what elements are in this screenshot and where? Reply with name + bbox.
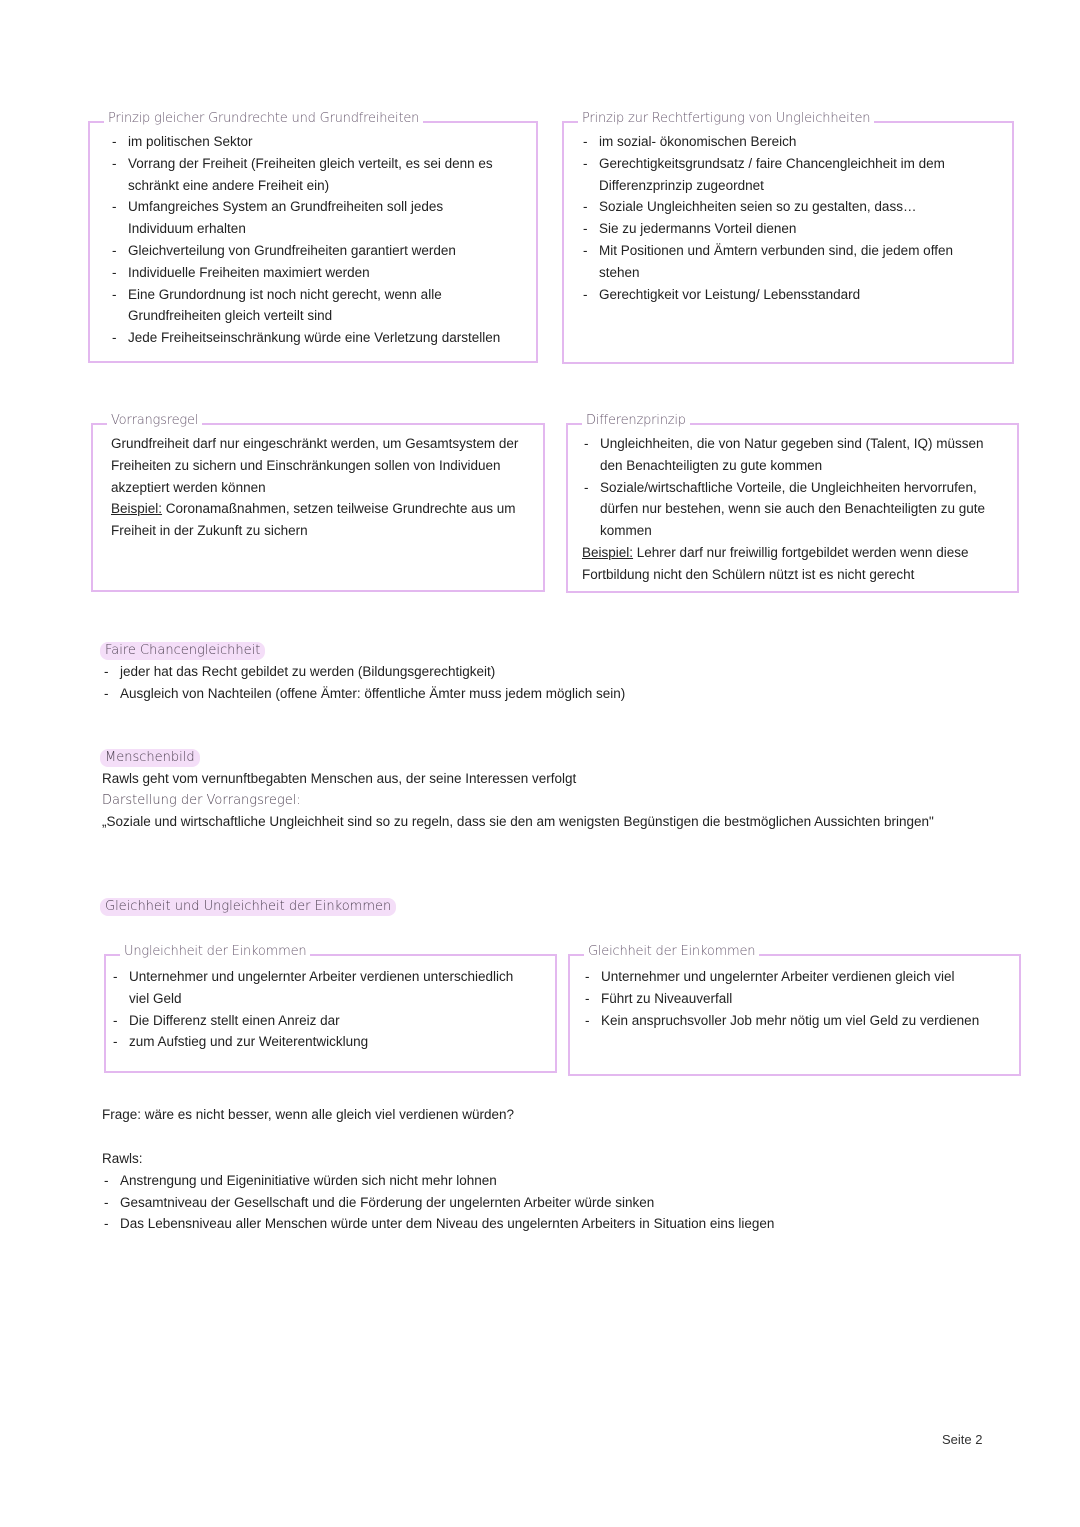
list-item: - Soziale Ungleichheiten seien so zu gestalten, dass… (581, 196, 981, 218)
rawls-list (102, 1170, 902, 1235)
list-item: - Umfangreiches System an Grundfreiheiten soll jedes Individuum erhalten (110, 196, 510, 240)
list-item: - Gesamtniveau der Gesellschaft und die Förderung der ungelernten Arbeiter würde sinken (102, 1192, 902, 1214)
list-item: - im politischen Sektor (110, 131, 510, 153)
list-item: - zum Aufstieg und zur Weiterentwicklung (111, 1031, 531, 1053)
example-text: Lehrer darf nur freiwillig fortgebildet werden wenn diese Fortbildung nicht den Schülern nützt ist es nicht gerecht (582, 544, 969, 582)
chancen-list (102, 661, 862, 705)
section-title: Faire Chancengleichheit (100, 642, 265, 660)
list-item: - Sie zu jedermanns Vorteil dienen (581, 218, 981, 240)
box-ungleichheit-einkommen (104, 944, 557, 1073)
box-title: Vorrangsregel (107, 413, 202, 428)
section-menschenbild (102, 746, 1002, 833)
menschenbild-text: Rawls geht vom vernunftbegabten Menschen aus, der seine Interessen verfolgt (102, 770, 577, 786)
gleichheit-list (583, 966, 1003, 1031)
menschenbild-quote: „Soziale und wirtschaftliche Ungleichheit sind so zu regeln, dass sie den am wenigsten Begünstigen die bestmöglichen Aussichten bringen" (102, 814, 934, 830)
differenzprinzip-list (582, 433, 992, 542)
list-item: - Das Lebensniveau aller Menschen würde unter dem Niveau des ungelernten Arbeiters in Situation eins liegen (102, 1213, 902, 1235)
section-title: Gleichheit und Ungleichheit der Einkommen (100, 898, 396, 916)
box-title: Prinzip gleicher Grundrechte und Grundfreiheiten (104, 111, 423, 126)
list-item: - Unternehmer und ungelernter Arbeiter verdienen gleich viel (583, 966, 1003, 988)
example-label: Beispiel: (582, 544, 634, 560)
section-einkommen (102, 895, 396, 917)
ungleichheit-list (111, 966, 531, 1053)
list-item: - Führt zu Niveauverfall (583, 988, 1003, 1010)
box-rechtfertigung (562, 111, 1014, 364)
box-title: Prinzip zur Rechtfertigung von Ungleichheiten (578, 111, 874, 126)
menschenbild-subtitle: Darstellung der Vorrangsregel: (102, 792, 301, 808)
box-grundrechte (88, 111, 538, 363)
list-item: - Gerechtigkeitsgrundsatz / faire Chancengleichheit im dem Differenzprinzip zugeordnet (581, 153, 981, 197)
box-title: Differenzprinzip (582, 413, 690, 428)
list-item: - Ungleichheiten, die von Natur gegeben sind (Talent, IQ) müssen den Benachteiligten zu gute kommen (582, 433, 992, 477)
page-number: Seite 2 (942, 1432, 983, 1447)
list-item: - Gleichverteilung von Grundfreiheiten garantiert werden (110, 240, 510, 262)
list-item: - jeder hat das Recht gebildet zu werden (Bildungsgerechtigkeit) (102, 661, 862, 683)
list-item: - Gerechtigkeit vor Leistung/ Lebensstandard (581, 284, 981, 306)
vorrangsregel-text: Grundfreiheit darf nur eingeschränkt werden, um Gesamtsystem der Freiheiten zu sichern und Einschränkungen sollen von Individuen akzeptiert werden können (111, 436, 519, 495)
differenzprinzip-example (582, 542, 992, 586)
vorrangsregel-example (111, 498, 523, 542)
example-label: Beispiel: (111, 501, 163, 517)
list-item: - Eine Grundordnung ist noch nicht gerecht, wenn alle Grundfreiheiten gleich verteilt sind (110, 284, 510, 328)
frage-text: Frage: wäre es nicht besser, wenn alle gleich viel verdienen würden? (102, 1107, 514, 1122)
list-item: - Die Differenz stellt einen Anreiz dar (111, 1010, 531, 1032)
list-item: - Jede Freiheitseinschränkung würde eine Verletzung darstellen (110, 327, 510, 349)
list-item: - Vorrang der Freiheit (Freiheiten gleich verteilt, es sei denn es schränkt eine andere Freiheit ein) (110, 153, 510, 197)
list-item: - Mit Positionen und Ämtern verbunden sind, die jedem offen stehen (581, 240, 981, 284)
box-differenzprinzip (566, 413, 1019, 593)
box-title: Ungleichheit der Einkommen (120, 944, 310, 959)
list-item: - Kein anspruchsvoller Job mehr nötig um viel Geld zu verdienen (583, 1010, 1003, 1032)
list-item: - Ausgleich von Nachteilen (offene Ämter: öffentliche Ämter muss jedem möglich sein) (102, 683, 862, 705)
box-title: Gleichheit der Einkommen (584, 944, 759, 959)
example-text: Coronamaßnahmen, setzen teilweise Grundrechte aus um Freiheit in der Zukunft zu sichern (111, 501, 516, 539)
section-title: Menschenbild (100, 749, 200, 767)
box-gleichheit-einkommen (568, 944, 1021, 1076)
list-item: - Unternehmer und ungelernter Arbeiter verdienen unterschiedlich viel Geld (111, 966, 531, 1010)
rawls-label: Rawls: (102, 1151, 143, 1166)
section-rawls (102, 1148, 902, 1235)
list-item: - Anstrengung und Eigeninitiative würden sich nicht mehr lohnen (102, 1170, 902, 1192)
list-item: - Soziale/wirtschaftliche Vorteile, die Ungleichheiten hervorrufen, dürfen nur bestehen, wenn sie auch den Benachteiligten zu gute kommen (582, 477, 992, 542)
rechtfertigung-list (581, 131, 981, 305)
section-chancengleichheit (102, 639, 862, 704)
list-item: - im sozial- ökonomischen Bereich (581, 131, 981, 153)
grundrechte-list (110, 131, 510, 349)
box-vorrangsregel (91, 413, 545, 592)
list-item: - Individuelle Freiheiten maximiert werden (110, 262, 510, 284)
